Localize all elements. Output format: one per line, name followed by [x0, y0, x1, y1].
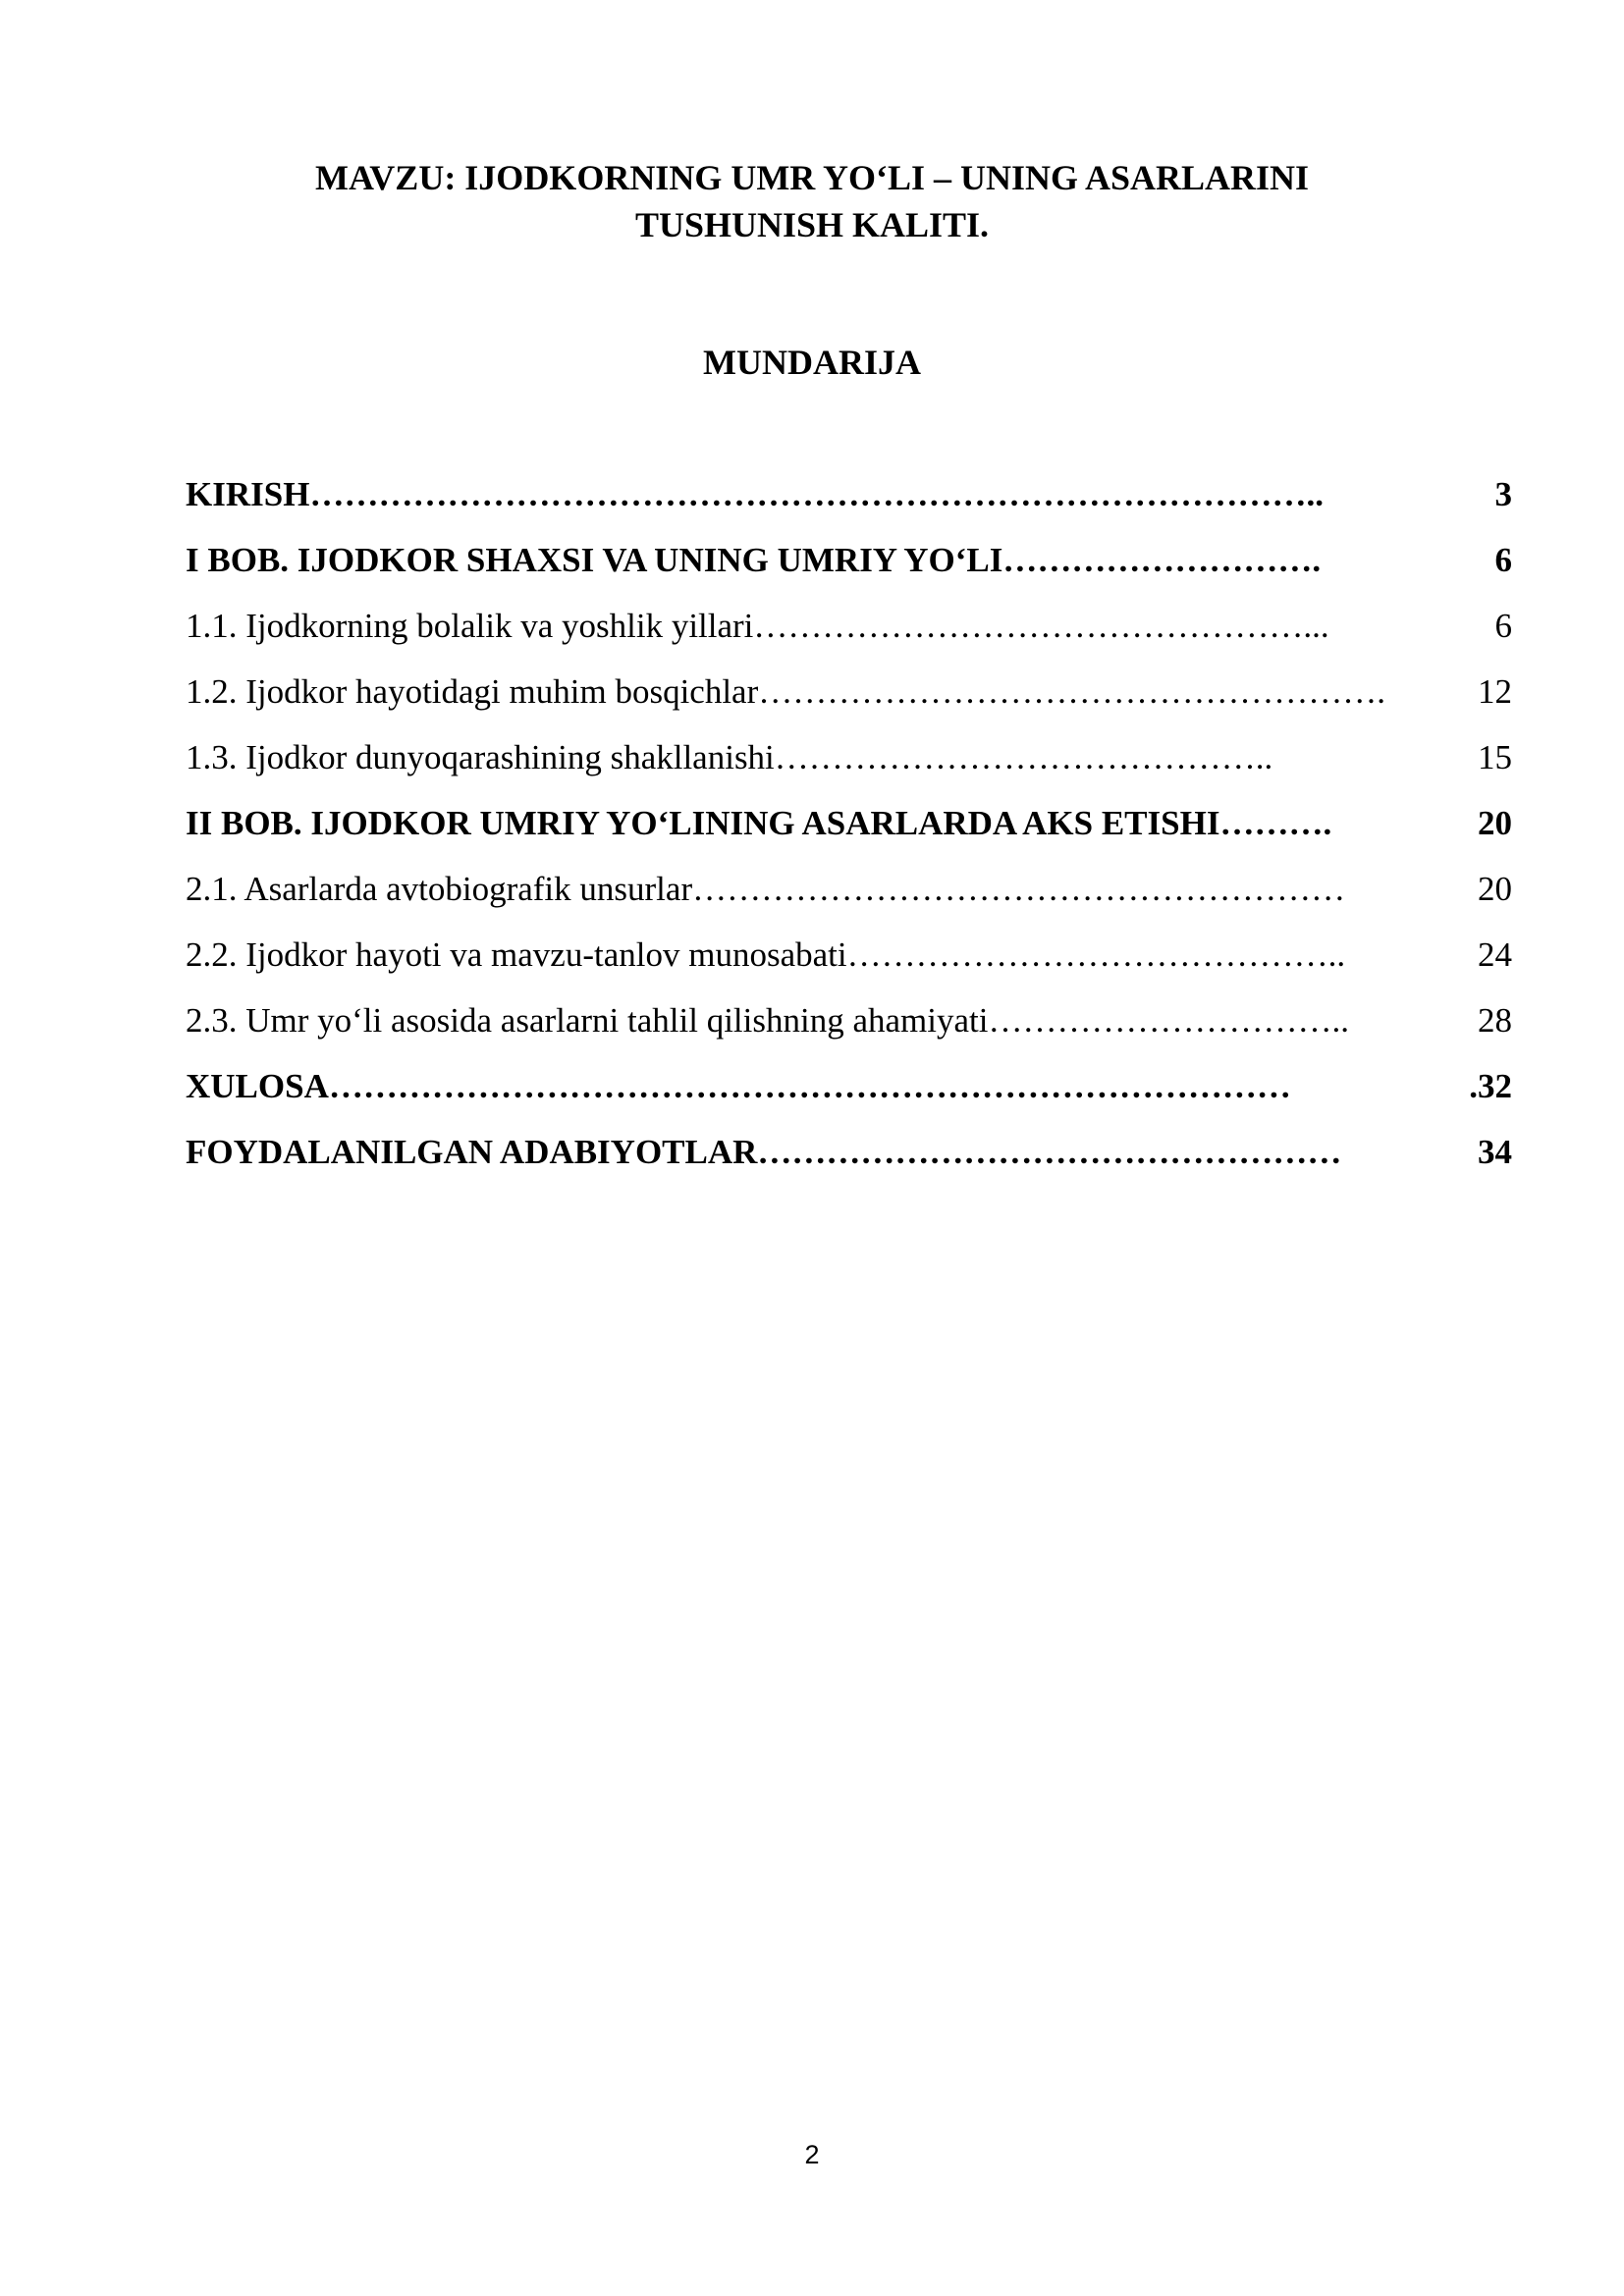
toc-entry-label: 2.1. Asarlarda avtobiografik unsurlar: [186, 870, 693, 908]
document-title-line-2: TUSHUNISH KALITI.: [634, 205, 990, 244]
toc-entry-section-2-2[interactable]: [186, 932, 1512, 997]
toc-entry-section-1-1[interactable]: [186, 603, 1512, 668]
toc-page-number: 6: [1494, 607, 1512, 645]
toc-entry-label: KIRISH: [186, 475, 310, 513]
toc-page-number: 12: [1478, 672, 1512, 711]
toc-page-number: 24: [1478, 935, 1512, 974]
toc-page-number: 3: [1494, 475, 1512, 513]
toc-entry-section-2-3[interactable]: [186, 997, 1512, 1063]
toc-dot-leader: ……………………………………..: [774, 738, 1273, 776]
toc-dot-leader: …………………………………………...: [753, 607, 1329, 645]
toc-dot-leader: ……….: [1219, 804, 1332, 842]
toc-entry-label: 1.1. Ijodkorning bolalik va yoshlik yillari: [186, 607, 754, 645]
toc-entry-label: FOYDALANILGAN ADABIYOTLAR: [186, 1133, 758, 1171]
toc-dot-leader: ……………………………………………….: [758, 672, 1385, 711]
table-of-contents: [186, 471, 1512, 1195]
toc-dot-leader: ……………………….: [1002, 541, 1322, 579]
toc-entry-label: I BOB. IJODKOR SHAXSI VA UNING UMRIY YO‘LI: [186, 541, 1003, 579]
toc-page-number: 34: [1478, 1133, 1512, 1171]
toc-page-number: 28: [1478, 1001, 1512, 1040]
toc-entry-section-2-1[interactable]: [186, 866, 1512, 932]
toc-page-number: 20: [1478, 870, 1512, 908]
toc-entry-section-1-3[interactable]: [186, 734, 1512, 800]
toc-dot-leader: …………………………..: [988, 1001, 1349, 1040]
toc-entry-label: 2.2. Ijodkor hayoti va mavzu-tanlov munosabati: [186, 935, 847, 974]
toc-entry-xulosa[interactable]: [186, 1063, 1512, 1129]
toc-entry-chapter-2[interactable]: [186, 800, 1512, 866]
toc-entry-label: II BOB. IJODKOR UMRIY YO‘LINING ASARLARDA AKS ETISHI: [186, 804, 1220, 842]
toc-dot-leader: …………………………………………………………………………: [328, 1067, 1291, 1105]
toc-entry-label: 1.2. Ijodkor hayotidagi muhim bosqichlar: [186, 672, 759, 711]
toc-heading: MUNDARIJA: [703, 343, 921, 382]
toc-page-number: 15: [1478, 738, 1512, 776]
toc-page-number: 6: [1494, 541, 1512, 579]
toc-dot-leader: …………………………………………………: [692, 870, 1346, 908]
toc-dot-leader: ……………………………………..: [846, 935, 1346, 974]
toc-entry-label: 2.3. Umr yo‘li asosida asarlarni tahlil qilishning ahamiyati: [186, 1001, 989, 1040]
toc-entry-label: XULOSA: [186, 1067, 329, 1105]
toc-entry-section-1-2[interactable]: [186, 668, 1512, 734]
toc-entry-references[interactable]: [186, 1129, 1512, 1195]
page-number: 2: [804, 2140, 820, 2169]
toc-entry-kirish[interactable]: [186, 471, 1512, 537]
toc-entry-chapter-1[interactable]: [186, 537, 1512, 603]
toc-entry-label: 1.3. Ijodkor dunyoqarashining shakllanishi: [186, 738, 775, 776]
toc-dot-leader: ……………………………………………………………………………..: [309, 475, 1324, 513]
document-title-line-1: MAVZU: IJODKORNING UMR YO‘LI – UNING ASARLARINI: [314, 158, 1310, 197]
toc-dot-leader: ……………………………………………: [757, 1133, 1342, 1171]
toc-page-number: .32: [1469, 1067, 1512, 1105]
toc-page-number: 20: [1478, 804, 1512, 842]
